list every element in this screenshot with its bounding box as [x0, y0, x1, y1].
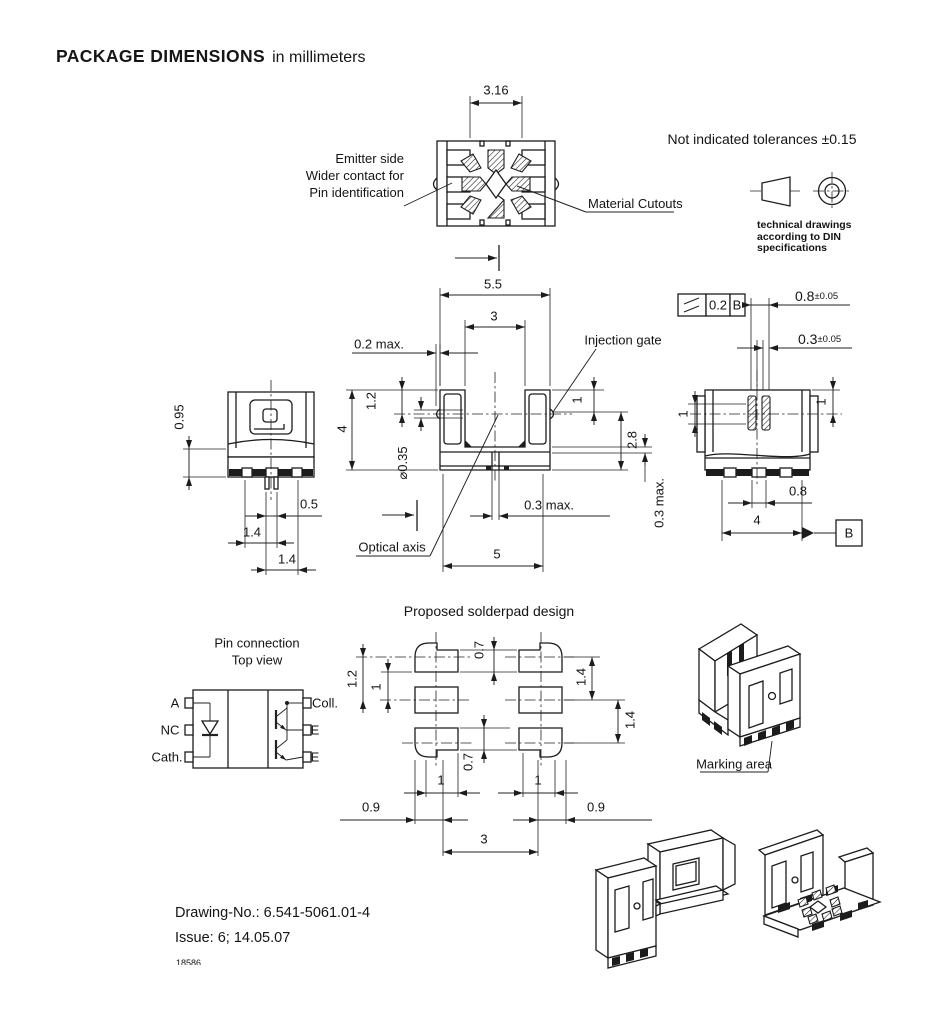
solderpad-title: Proposed solderpad design — [403, 603, 575, 619]
dim-pad-top-gap: 0.7 — [471, 640, 487, 660]
page-title — [56, 46, 365, 67]
dim-side-body: 0.95 — [171, 404, 187, 430]
dim-lead-span: 5 — [493, 546, 501, 562]
pin-label-a: A — [170, 695, 180, 711]
iso-view-front — [699, 624, 800, 772]
dim-side-center-gap: 0.5 — [299, 496, 319, 512]
din-note-line1: technical drawings — [757, 219, 852, 231]
emitter-label-line3: Pin identification — [309, 185, 404, 200]
din-note-line3: specifications — [757, 242, 828, 254]
issue-line: Issue: 6; 14.05.07 — [175, 930, 291, 946]
dim-pad-b: 1 — [534, 772, 542, 788]
dim-gate-offset: 1 — [569, 396, 585, 404]
dim-overall-width: 5.5 — [483, 276, 503, 292]
fcf-datum: B — [732, 297, 742, 313]
dim-lead-pitch: 0.8 — [795, 288, 815, 304]
din-note-line2: according to DIN — [757, 230, 842, 243]
fcf-tolerance: 0.2 — [708, 297, 728, 313]
dim-cutout-width: 3.16 — [483, 82, 509, 98]
pin-connection-title: Pin connection — [214, 635, 300, 651]
pin-label-cath: Cath. — [151, 749, 183, 765]
dim-lead-thickness: 0.3 — [798, 331, 818, 347]
din-note — [757, 220, 852, 255]
bottom-view-linework — [404, 96, 674, 271]
iso-view-angle — [596, 830, 735, 968]
dim-pad-pitch-b: 1.4 — [622, 710, 638, 730]
dim-lead-width: 0.3 max. — [524, 497, 574, 513]
pin-connection-subtitle: Top view — [231, 652, 283, 668]
dim-flash: 0.2 max. — [354, 336, 404, 352]
stamp-number: 18586 — [176, 958, 202, 965]
pin-label-e2: E — [310, 749, 320, 765]
optical-axis-label: Optical axis — [358, 539, 426, 555]
dim-lead-thickness-group — [798, 331, 841, 347]
emitter-label-line2: Wider contact for — [305, 168, 404, 183]
page-title-main: PACKAGE DIMENSIONS — [56, 46, 266, 66]
dim-right-view-left: 1 — [675, 410, 691, 418]
drawing-number: Drawing-No.: 6.541-5061.01-4 — [175, 905, 371, 921]
dim-pad-a: 1 — [437, 772, 445, 788]
dim-side-pitch-a: 1.4 — [242, 524, 262, 540]
dim-standoff: 0.3 max. — [651, 478, 667, 528]
dim-pad-bottom-gap: 0.7 — [460, 752, 476, 772]
iso-view-bottom — [759, 830, 880, 937]
emitter-side-label — [296, 150, 404, 201]
dim-lead-pitch-group — [795, 288, 838, 304]
dim-pad-pitch-a: 1.4 — [573, 667, 589, 687]
dim-aperture: ⌀0.35 — [395, 446, 410, 480]
dim-axis-offset: 1.2 — [363, 391, 379, 411]
din-projection-symbol — [750, 172, 851, 210]
pin-label-coll: Coll. — [311, 695, 339, 711]
dim-lower: 2.8 — [624, 430, 640, 450]
dim-pad-height: 1 — [368, 683, 384, 691]
material-cutouts-label: Material Cutouts — [588, 196, 683, 211]
dim-lead-thickness-tol: ±0.05 — [817, 334, 842, 345]
emitter-label-line1: Emitter side — [335, 151, 404, 166]
dim-pad-margin-a: 0.9 — [361, 799, 381, 815]
datum-b-label: B — [844, 525, 854, 541]
dim-right-view-lead: 0.8 — [788, 483, 808, 499]
front-view-linework — [346, 288, 652, 572]
dim-side-pitch-b: 1.4 — [277, 551, 297, 567]
solderpad-linework — [340, 632, 652, 856]
side-view-linework — [183, 380, 322, 575]
dim-right-view-right: 1 — [813, 398, 829, 406]
dim-pad-offset: 1.2 — [344, 669, 360, 689]
pin-label-e1: E — [310, 722, 320, 738]
pin-connection-linework — [185, 690, 311, 768]
dim-lead-pitch-tol: ±0.05 — [814, 291, 839, 302]
dim-pad-margin-b: 0.9 — [586, 799, 606, 815]
pin-label-nc: NC — [160, 722, 180, 738]
page-title-suffix: in millimeters — [272, 49, 366, 66]
dim-height: 4 — [334, 425, 350, 433]
dim-pad-center: 3 — [480, 831, 488, 847]
tolerance-note: Not indicated tolerances ±0.15 — [667, 131, 857, 147]
marking-area-label: Marking area — [696, 756, 772, 772]
injection-gate-label: Injection gate — [584, 332, 662, 348]
dim-right-view-width: 4 — [753, 512, 761, 528]
dim-slot-width: 3 — [490, 308, 498, 324]
